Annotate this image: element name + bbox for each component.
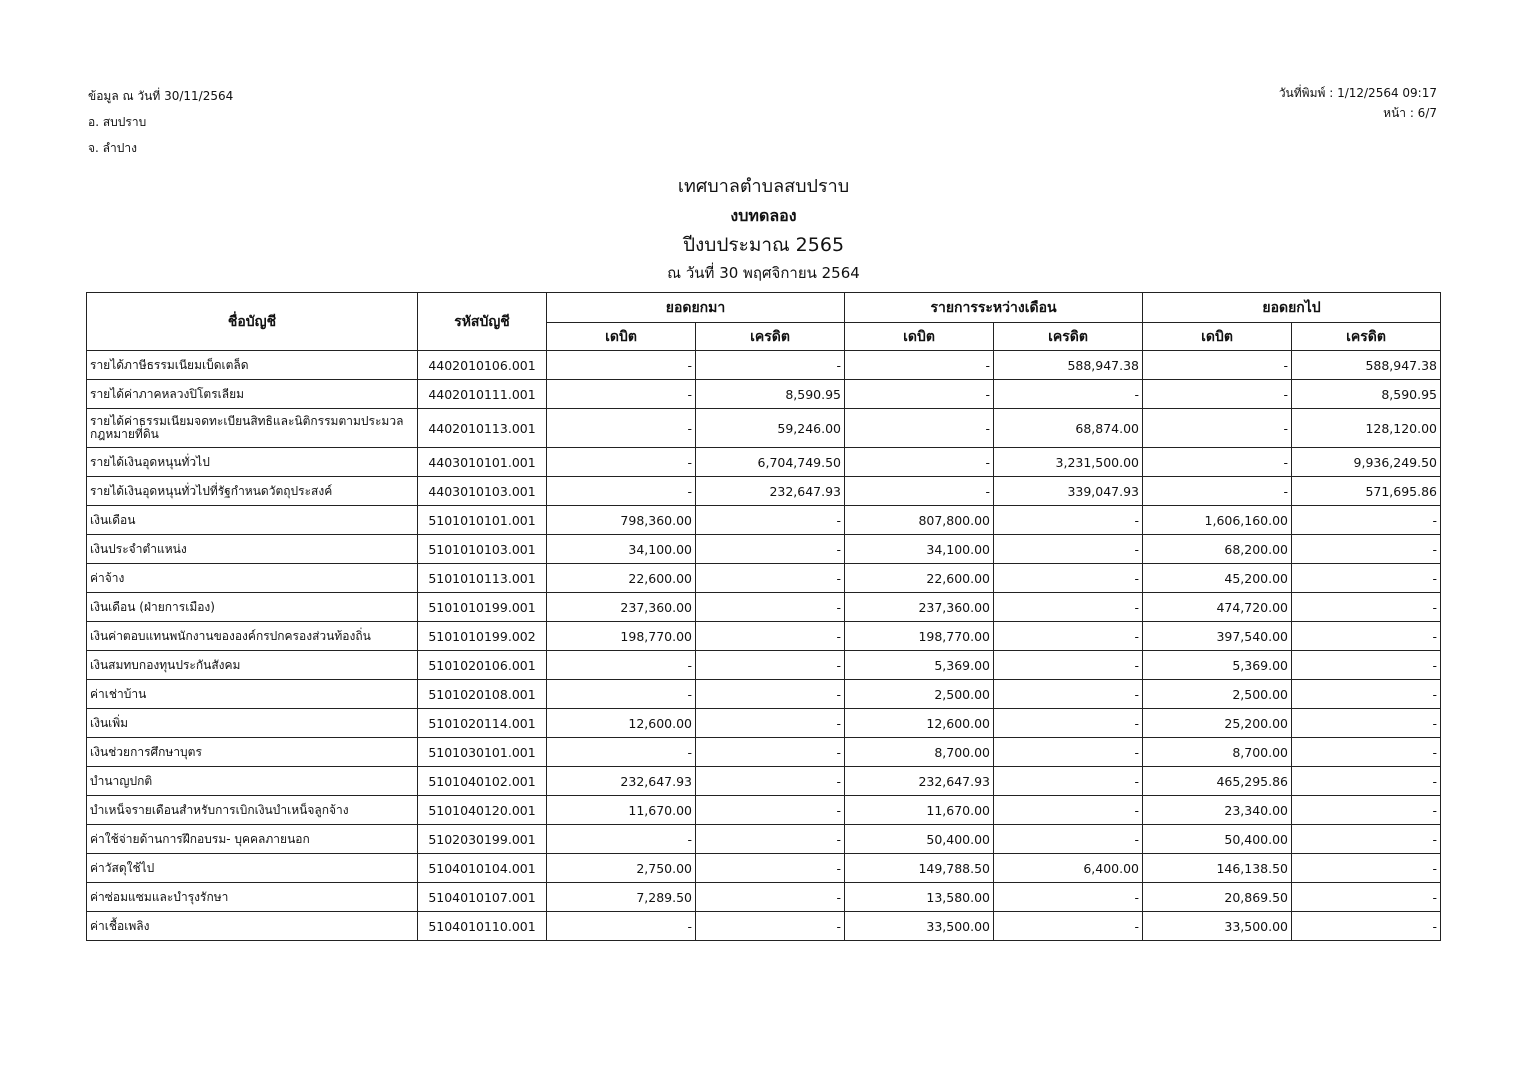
bf-debit-cell: - [547,380,696,409]
bf-debit-cell: - [547,912,696,941]
bf-debit-cell: 237,360.00 [547,593,696,622]
cf-credit-cell: - [1292,825,1441,854]
month-debit-cell: 198,770.00 [845,622,994,651]
month-credit-cell: 6,400.00 [994,854,1143,883]
cf-debit-cell: 25,200.00 [1143,709,1292,738]
cf-debit-cell: 68,200.00 [1143,535,1292,564]
report-meta-left [88,90,233,168]
account-code-cell: 5101040102.001 [418,767,547,796]
bf-debit-cell: 12,600.00 [547,709,696,738]
bf-credit-cell: - [696,883,845,912]
table-row [87,409,1441,448]
month-credit-cell: - [994,738,1143,767]
cf-credit-cell: 588,947.38 [1292,351,1441,380]
cf-credit-cell: - [1292,709,1441,738]
cf-credit-cell: - [1292,854,1441,883]
cf-credit-cell: - [1292,564,1441,593]
account-code-cell: 5101020106.001 [418,651,547,680]
account-code-cell: 4403010101.001 [418,448,547,477]
cf-credit-cell: - [1292,796,1441,825]
data-date: ข้อมูล ณ วันที่ 30/11/2564 [88,89,234,103]
table-row [87,767,1441,796]
cf-credit-cell: - [1292,767,1441,796]
table-row [87,912,1441,941]
header-cf-credit: เครดิต [1292,323,1441,351]
month-debit-cell: 2,500.00 [845,680,994,709]
table-row [87,709,1441,738]
month-credit-cell: - [994,651,1143,680]
district: อ. สบปราบ [88,115,147,129]
month-debit-cell: 34,100.00 [845,535,994,564]
account-code-cell: 5101020114.001 [418,709,547,738]
table-row [87,651,1441,680]
cf-credit-cell: - [1292,622,1441,651]
table-row [87,535,1441,564]
account-name-cell: เงินสมทบกองทุนประกันสังคม [87,651,418,680]
cf-debit-cell: 50,400.00 [1143,825,1292,854]
account-code-cell: 4402010111.001 [418,380,547,409]
cf-debit-cell: 1,606,160.00 [1143,506,1292,535]
account-code-cell: 5101010101.001 [418,506,547,535]
month-debit-cell: - [845,448,994,477]
month-debit-cell: 232,647.93 [845,767,994,796]
bf-debit-cell: - [547,477,696,506]
account-name-cell: ค่าใช้จ่ายด้านการฝึกอบรม- บุคคลภายนอก [87,825,418,854]
month-credit-cell: - [994,796,1143,825]
cf-credit-cell: - [1292,651,1441,680]
page-number: หน้า : 6/7 [1383,106,1437,120]
bf-debit-cell: 22,600.00 [547,564,696,593]
header-bf-debit: เดบิต [547,323,696,351]
account-name-cell: ค่าจ้าง [87,564,418,593]
account-name-cell: ค่าวัสดุใช้ไป [87,854,418,883]
account-code-cell: 5101010103.001 [418,535,547,564]
cf-debit-cell: 20,869.50 [1143,883,1292,912]
account-name-cell: รายได้ค่าภาคหลวงปิโตรเลียม [87,380,418,409]
bf-credit-cell: - [696,680,845,709]
report-title-block [0,172,1527,286]
month-debit-cell: 807,800.00 [845,506,994,535]
table-row [87,680,1441,709]
month-credit-cell: - [994,912,1143,941]
header-brought-forward: ยอดยกมา [547,293,845,323]
month-credit-cell: - [994,593,1143,622]
header-during-month: รายการระหว่างเดือน [845,293,1143,323]
cf-debit-cell: 33,500.00 [1143,912,1292,941]
bf-debit-cell: 232,647.93 [547,767,696,796]
cf-credit-cell: - [1292,506,1441,535]
month-debit-cell: 11,670.00 [845,796,994,825]
month-credit-cell: 588,947.38 [994,351,1143,380]
month-debit-cell: 33,500.00 [845,912,994,941]
cf-credit-cell: 128,120.00 [1292,409,1441,448]
month-debit-cell: 22,600.00 [845,564,994,593]
bf-debit-cell: - [547,651,696,680]
month-credit-cell: - [994,680,1143,709]
month-debit-cell: 149,788.50 [845,854,994,883]
table-body [87,351,1441,941]
month-debit-cell: - [845,477,994,506]
account-name-cell: เงินประจำตำแหน่ง [87,535,418,564]
bf-debit-cell: 34,100.00 [547,535,696,564]
bf-credit-cell: - [696,912,845,941]
month-credit-cell: - [994,506,1143,535]
fiscal-year: ปีงบประมาณ 2565 [682,234,845,256]
print-date: วันที่พิมพ์ : 1/12/2564 09:17 [1278,86,1437,100]
bf-debit-cell: 798,360.00 [547,506,696,535]
header-account-name: ชื่อบัญชี [87,293,418,351]
bf-credit-cell: - [696,651,845,680]
table-row [87,351,1441,380]
cf-debit-cell: - [1143,409,1292,448]
bf-debit-cell: - [547,448,696,477]
account-name-cell: เงินช่วยการศึกษาบุตร [87,738,418,767]
table-header [87,293,1441,351]
cf-credit-cell: 9,936,249.50 [1292,448,1441,477]
account-code-cell: 4402010113.001 [418,409,547,448]
account-name-cell: รายได้ค่าธรรมเนียมจดทะเบียนสิทธิและนิติกรรมตามประมวลกฎหมายที่ดิน [87,409,418,448]
account-name-cell: เงินเพิ่ม [87,709,418,738]
cf-credit-cell: 571,695.86 [1292,477,1441,506]
table-row [87,738,1441,767]
report-meta-right [1279,87,1437,127]
account-name-cell: รายได้ภาษีธรรมเนียมเบ็ดเตล็ด [87,351,418,380]
month-credit-cell: 3,231,500.00 [994,448,1143,477]
table-row [87,448,1441,477]
month-debit-cell: 12,600.00 [845,709,994,738]
bf-debit-cell: - [547,409,696,448]
header-month-debit: เดบิต [845,323,994,351]
table-row [87,825,1441,854]
cf-debit-cell: 465,295.86 [1143,767,1292,796]
cf-debit-cell: 5,369.00 [1143,651,1292,680]
bf-credit-cell: - [696,709,845,738]
header-account-code: รหัสบัญชี [418,293,547,351]
month-debit-cell: 50,400.00 [845,825,994,854]
account-code-cell: 5101010199.002 [418,622,547,651]
table-row [87,854,1441,883]
month-credit-cell: - [994,767,1143,796]
as-of-date: ณ วันที่ 30 พฤศจิกายน 2564 [667,264,860,282]
table-row [87,883,1441,912]
month-credit-cell: - [994,622,1143,651]
bf-debit-cell: 198,770.00 [547,622,696,651]
cf-debit-cell: - [1143,380,1292,409]
cf-debit-cell: 23,340.00 [1143,796,1292,825]
header-cf-debit: เดบิต [1143,323,1292,351]
bf-debit-cell: 11,670.00 [547,796,696,825]
cf-credit-cell: - [1292,883,1441,912]
table-row [87,564,1441,593]
month-credit-cell: - [994,825,1143,854]
bf-credit-cell: 59,246.00 [696,409,845,448]
month-debit-cell: 237,360.00 [845,593,994,622]
account-name-cell: ค่าเช่าบ้าน [87,680,418,709]
bf-debit-cell: - [547,738,696,767]
cf-debit-cell: 2,500.00 [1143,680,1292,709]
cf-credit-cell: 8,590.95 [1292,380,1441,409]
month-credit-cell: - [994,883,1143,912]
bf-credit-cell: - [696,767,845,796]
account-name-cell: เงินเดือน [87,506,418,535]
month-credit-cell: 339,047.93 [994,477,1143,506]
cf-debit-cell: 474,720.00 [1143,593,1292,622]
cf-debit-cell: - [1143,448,1292,477]
table-row [87,380,1441,409]
table-row [87,477,1441,506]
bf-credit-cell: - [696,351,845,380]
cf-debit-cell: 397,540.00 [1143,622,1292,651]
table-row [87,506,1441,535]
account-code-cell: 5101030101.001 [418,738,547,767]
month-debit-cell: - [845,380,994,409]
bf-credit-cell: - [696,535,845,564]
month-debit-cell: 5,369.00 [845,651,994,680]
bf-debit-cell: 2,750.00 [547,854,696,883]
cf-credit-cell: - [1292,535,1441,564]
account-code-cell: 4402010106.001 [418,351,547,380]
bf-credit-cell: - [696,825,845,854]
account-code-cell: 5104010110.001 [418,912,547,941]
account-code-cell: 4403010103.001 [418,477,547,506]
cf-credit-cell: - [1292,680,1441,709]
account-code-cell: 5101010113.001 [418,564,547,593]
bf-credit-cell: - [696,622,845,651]
account-code-cell: 5104010104.001 [418,854,547,883]
month-credit-cell: - [994,380,1143,409]
bf-credit-cell: - [696,593,845,622]
header-carried-forward: ยอดยกไป [1143,293,1441,323]
account-code-cell: 5104010107.001 [418,883,547,912]
account-name-cell: รายได้เงินอุดหนุนทั่วไปที่รัฐกำหนดวัตถุประสงค์ [87,477,418,506]
month-debit-cell: 13,580.00 [845,883,994,912]
bf-debit-cell: 7,289.50 [547,883,696,912]
bf-credit-cell: - [696,738,845,767]
cf-credit-cell: - [1292,593,1441,622]
month-debit-cell: - [845,409,994,448]
account-code-cell: 5101040120.001 [418,796,547,825]
cf-debit-cell: 146,138.50 [1143,854,1292,883]
account-code-cell: 5102030199.001 [418,825,547,854]
month-debit-cell: - [845,351,994,380]
account-name-cell: รายได้เงินอุดหนุนทั่วไป [87,448,418,477]
bf-debit-cell: - [547,351,696,380]
cf-credit-cell: - [1292,912,1441,941]
bf-credit-cell: - [696,506,845,535]
header-bf-credit: เครดิต [696,323,845,351]
header-month-credit: เครดิต [994,323,1143,351]
month-credit-cell: - [994,535,1143,564]
bf-debit-cell: - [547,680,696,709]
province: จ. ลำปาง [88,141,137,155]
bf-credit-cell: - [696,796,845,825]
account-code-cell: 5101020108.001 [418,680,547,709]
account-name-cell: บำเหน็จรายเดือนสำหรับการเบิกเงินบำเหน็จลูกจ้าง [87,796,418,825]
cf-credit-cell: - [1292,738,1441,767]
account-code-cell: 5101010199.001 [418,593,547,622]
bf-debit-cell: - [547,825,696,854]
bf-credit-cell: - [696,564,845,593]
account-name-cell: ค่าเชื้อเพลิง [87,912,418,941]
report-name: งบทดลอง [730,206,797,225]
account-name-cell: บำนาญปกติ [87,767,418,796]
bf-credit-cell: 232,647.93 [696,477,845,506]
month-credit-cell: 68,874.00 [994,409,1143,448]
table-row [87,796,1441,825]
account-name-cell: เงินค่าตอบแทนพนักงานขององค์กรปกครองส่วนท้องถิ่น [87,622,418,651]
trial-balance-table [86,292,1441,941]
month-debit-cell: 8,700.00 [845,738,994,767]
bf-credit-cell: 6,704,749.50 [696,448,845,477]
account-name-cell: ค่าซ่อมแซมและบำรุงรักษา [87,883,418,912]
table-row [87,593,1441,622]
bf-credit-cell: - [696,854,845,883]
account-name-cell: เงินเดือน (ฝ่ายการเมือง) [87,593,418,622]
bf-credit-cell: 8,590.95 [696,380,845,409]
cf-debit-cell: 8,700.00 [1143,738,1292,767]
cf-debit-cell: - [1143,351,1292,380]
org-name: เทศบาลตำบลสบปราบ [677,176,850,197]
cf-debit-cell: - [1143,477,1292,506]
month-credit-cell: - [994,709,1143,738]
month-credit-cell: - [994,564,1143,593]
table-row [87,622,1441,651]
cf-debit-cell: 45,200.00 [1143,564,1292,593]
